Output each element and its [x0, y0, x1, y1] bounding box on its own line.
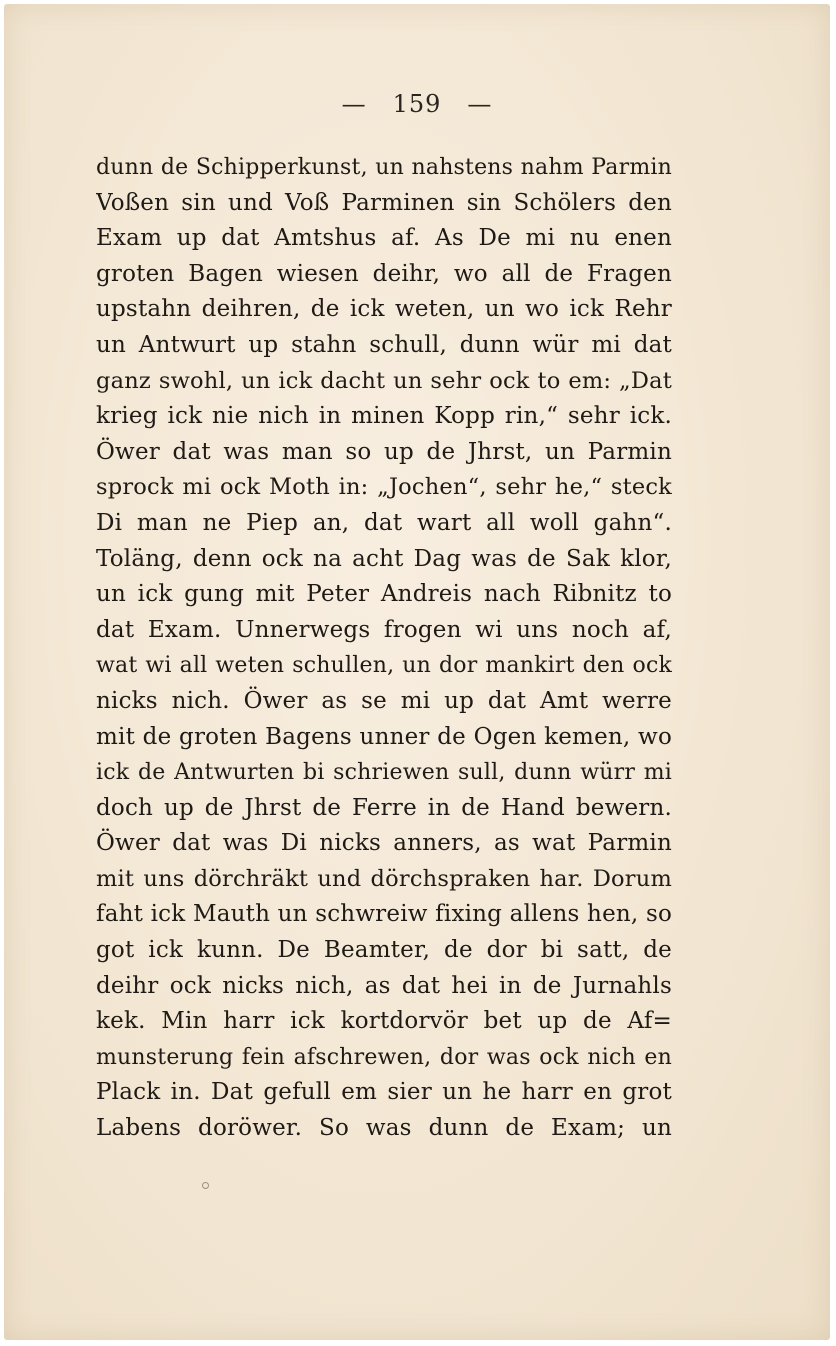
- page-number: 159: [392, 90, 442, 118]
- text-line: ganz swohl, un ick dacht un sehr ock to em: „Dat: [96, 367, 672, 394]
- text-line: deihr ock nicks nich, as dat hei in de Jurnahls: [96, 972, 672, 999]
- book-page: [4, 4, 830, 1340]
- text-line: krieg ick nie nich in minen Kopp rin,“ sehr ick.: [96, 403, 672, 430]
- text-line: faht ick Mauth un schwreiw fixing allens hen, so: [96, 901, 672, 928]
- text-line: dunn de Schipperkunst, un nahstens nahm Parmin: [96, 155, 672, 180]
- text-line: Öwer dat was Di nicks anners, as wat Parmin: [96, 830, 672, 857]
- header-dash-right: —: [467, 90, 493, 118]
- text-line: un ick gung mit Peter Andreis nach Ribnitz to: [96, 581, 672, 608]
- text-line: got ick kunn. De Beamter, de dor bi satt, de: [96, 937, 672, 964]
- text-line: nicks nich. Öwer as se mi up dat Amt werre: [96, 687, 672, 714]
- paper-speck: [202, 1182, 209, 1189]
- text-line: kek. Min harr ick kortdorvör bet up de Af=: [96, 1008, 672, 1035]
- text-line: Voßen sin und Voß Parminen sin Schölers den: [96, 189, 672, 216]
- text-line: wat wi all weten schullen, un dor mankirt den ock: [96, 653, 672, 679]
- body-text: [96, 150, 672, 1147]
- page-header: [4, 90, 830, 118]
- text-line: mit de groten Bagens unner de Ogen kemen, wo: [96, 723, 672, 750]
- text-line: Di man ne Piep an, dat wart all woll gahn“.: [96, 509, 672, 536]
- text-line: sprock mi ock Moth in: „Jochen“, sehr he,“ steck: [96, 474, 672, 501]
- text-line: doch up de Jhrst de Ferre in de Hand bewern.: [96, 794, 672, 821]
- text-line: dat Exam. Unnerwegs frogen wi uns noch af,: [96, 616, 672, 643]
- text-line: Öwer dat was man so up de Jhrst, un Parmin: [96, 438, 672, 465]
- text-line: Labens doröwer. So was dunn de Exam; un: [96, 1115, 672, 1142]
- header-dash-left: —: [341, 90, 367, 118]
- text-line: munsterung fein afschrewen, dor was ock nich en: [96, 1044, 672, 1070]
- text-line: groten Bagen wiesen deihr, wo all de Fragen: [96, 260, 672, 287]
- text-line: un Antwurt up stahn schull, dunn wür mi dat: [96, 331, 672, 358]
- text-line: Plack in. Dat gefull em sier un he harr en grot: [96, 1079, 672, 1106]
- text-line: ick de Antwurten bi schriewen sull, dunn würr mi: [96, 760, 672, 786]
- text-line: mit uns dörchräkt und dörchspraken har. Dorum: [96, 865, 672, 892]
- text-line: upstahn deihren, de ick weten, un wo ick Rehr: [96, 296, 672, 323]
- text-line: Toläng, denn ock na acht Dag was de Sak klor,: [96, 545, 672, 572]
- text-line: Exam up dat Amtshus af. As De mi nu enen: [96, 225, 672, 252]
